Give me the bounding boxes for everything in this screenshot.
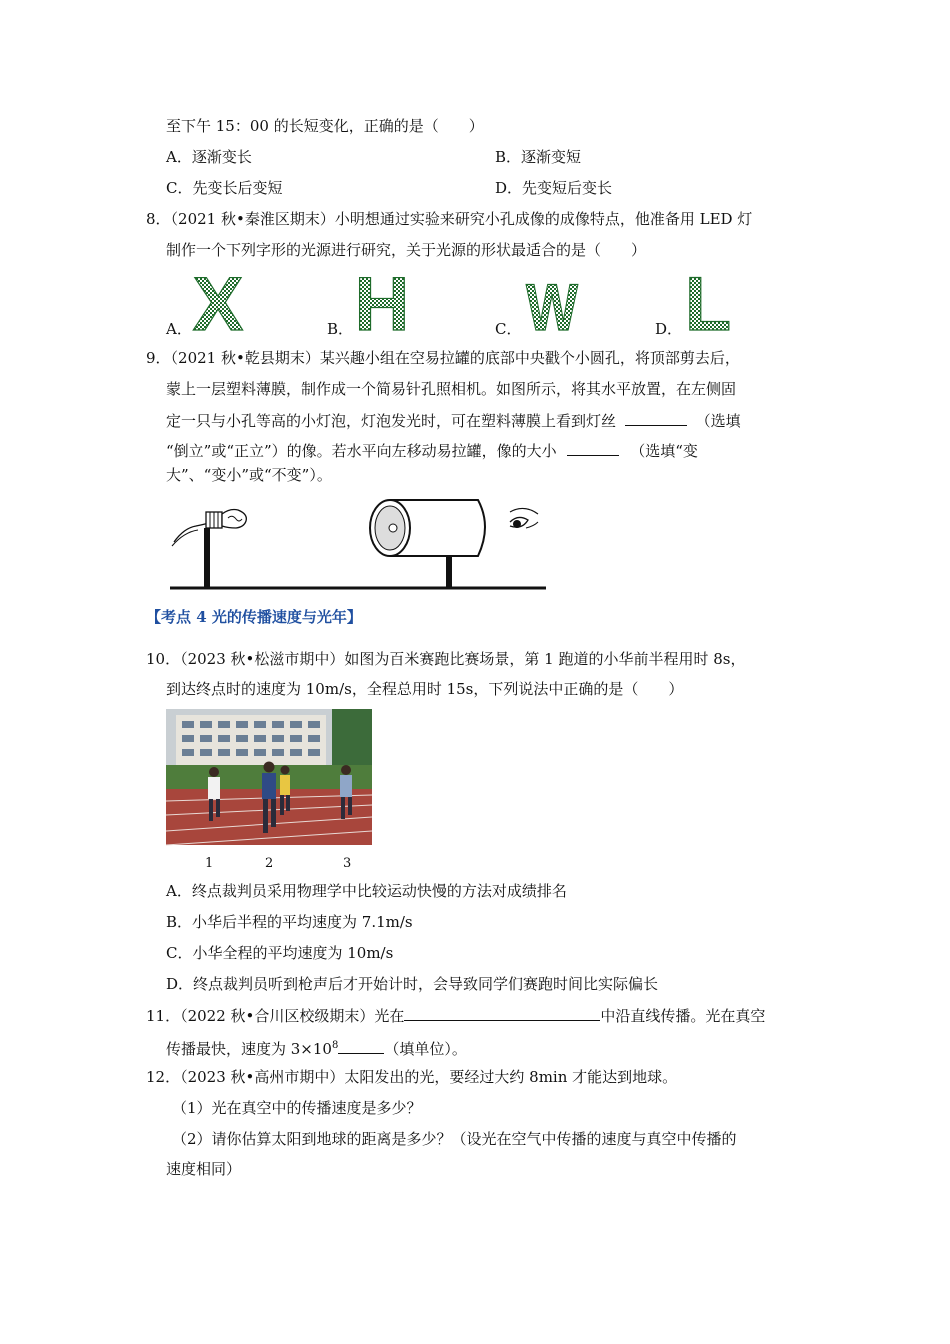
q8-option-c-label: C． bbox=[495, 320, 522, 338]
q10-line2: 到达终点时的速度为 10m/s，全程总用时 15s，下列说法中正确的是（ ） bbox=[166, 680, 684, 698]
race-photo bbox=[166, 709, 372, 845]
q8-letter-l bbox=[682, 262, 736, 347]
q9-blank-2[interactable] bbox=[567, 439, 619, 456]
q11-exponent: 8 bbox=[331, 1040, 339, 1051]
q9-line4: “倒立”或“正立”）的像。若水平向左移动易拉罐，像的大小 （选填“变 bbox=[166, 439, 698, 462]
svg-text:W: W bbox=[526, 270, 579, 344]
section-heading: 【考点 4 光的传播速度与光年】 bbox=[146, 608, 362, 626]
q12-sub2: （2）请你估算太阳到地球的距离是多少？（设光在空气中传播的速度与真空中传播的 bbox=[172, 1130, 737, 1148]
lane-label-1: 1 bbox=[205, 856, 214, 871]
lane-label-3: 3 bbox=[343, 856, 352, 871]
pinhole-camera-diagram bbox=[166, 494, 556, 594]
q11-line2: 传播最快，速度为 $3\times 10^8$ （填单位）。 bbox=[166, 1035, 467, 1060]
q10-option-c: C．小华全程的平均速度为 10m/s bbox=[166, 944, 394, 962]
q7-option-d: D．先变短后变长 bbox=[495, 179, 613, 197]
q7-option-b: B．逐渐变短 bbox=[495, 148, 582, 166]
q8-option-b-label: B． bbox=[327, 320, 354, 338]
q8-option-d-label: D． bbox=[655, 320, 683, 338]
q7-option-a: A．逐渐变长 bbox=[166, 148, 252, 166]
q9-line3: 定一只与小孔等高的小灯泡，灯泡发光时，可在塑料薄膜上看到灯丝 （选填 bbox=[166, 409, 741, 432]
q11-blank-2[interactable] bbox=[338, 1037, 384, 1054]
q9-blank-1[interactable] bbox=[625, 409, 687, 426]
q8-line1: 8．（2021 秋•秦淮区期末）小明想通过实验来研究小孔成像的成像特点，他准备用 LED 灯 bbox=[146, 210, 753, 228]
q8-letter-x bbox=[192, 262, 244, 347]
q7-stem: 至下午 15：00 的长短变化，正确的是（ ） bbox=[166, 117, 484, 135]
q8-letter-w bbox=[524, 270, 580, 344]
q9-line1: 9．（2021 秋•乾县期末）某兴趣小组在空易拉罐的底部中央戳个小圆孔，将顶部剪去后， bbox=[146, 349, 740, 367]
q9-line5: 大”、“变小”或“不变”）。 bbox=[166, 466, 332, 484]
lane-label-2: 2 bbox=[265, 856, 274, 871]
q11-blank-1[interactable] bbox=[404, 1004, 600, 1021]
q8-line2: 制作一个下列字形的光源进行研究，关于光源的形状最适合的是（ ） bbox=[166, 241, 647, 259]
q7-option-c: C．先变长后变短 bbox=[166, 179, 283, 197]
q12-line1: 12．（2023 秋•高州市期中）太阳发出的光，要经过大约 8min 才能达到地球。 bbox=[146, 1068, 678, 1086]
q10-line1: 10．（2023 秋•松滋市期中）如图为百米赛跑比赛场景，第 1 跑道的小华前半程用时 8s， bbox=[146, 650, 746, 668]
q12-sub1: （1）光在真空中的传播速度是多少？ bbox=[172, 1099, 422, 1117]
svg-text:X: X bbox=[192, 262, 244, 347]
q10-option-a: A．终点裁判员采用物理学中比较运动快慢的方法对成绩排名 bbox=[166, 882, 567, 900]
q10-option-b: B．小华后半程的平均速度为 7.1m/s bbox=[166, 913, 413, 931]
svg-text:H: H bbox=[354, 262, 410, 347]
q8-option-a-label: A． bbox=[166, 320, 192, 338]
q9-line2: 蒙上一层塑料薄膜，制作成一个简易针孔照相机。如图所示，将其水平放置，在左侧固 bbox=[166, 380, 737, 398]
q11-line1: 11．（2022 秋•合川区校级期末）光在 中沿直线传播。光在真空 bbox=[146, 1004, 765, 1027]
q10-option-d: D．终点裁判员听到枪声后才开始计时，会导致同学们赛跑时间比实际偏长 bbox=[166, 975, 659, 993]
svg-text:L: L bbox=[684, 262, 732, 347]
q8-letter-h bbox=[354, 262, 410, 347]
q12-sub2-cont: 速度相同） bbox=[166, 1160, 242, 1178]
